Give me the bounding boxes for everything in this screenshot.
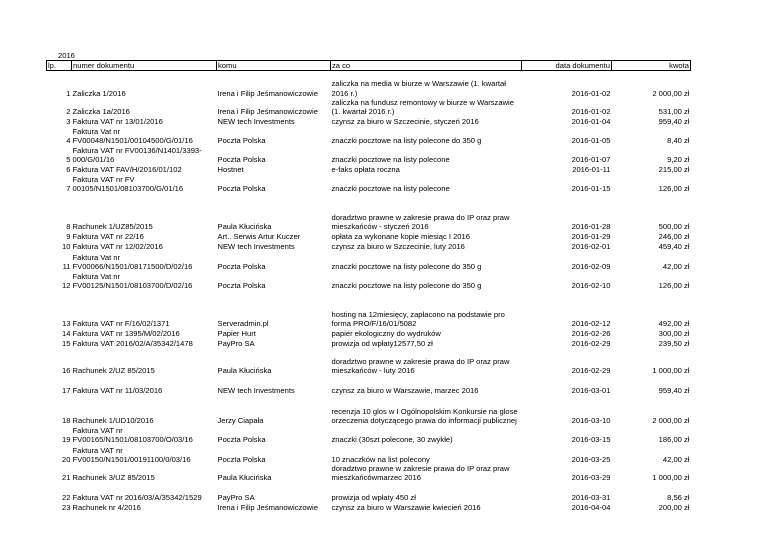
cell-data: 2016-01-11	[572, 164, 611, 174]
cell-lp: 1	[66, 88, 71, 98]
header-lp: lp.	[47, 61, 72, 71]
cell-komu: NEW tech Investments	[217, 241, 295, 251]
cell-za-co: opłata za wykonane kopie miesiąc I 2016	[331, 231, 470, 241]
cell-data: 2016-01-04	[571, 116, 611, 126]
cell-numer: Faktura VAT nr 11/03/2016	[72, 385, 163, 395]
table-row	[47, 271, 691, 290]
cell-numer: Faktura VAT 2016/02/A/35342/1478	[72, 338, 193, 348]
cell-numer: Faktura VAT nr FV 00105/N1501/08103700/G/01/16	[72, 174, 184, 193]
table-row	[47, 164, 691, 174]
cell-za-co: znaczki pocztowe na listy polecone do 350 g	[331, 261, 482, 271]
cell-komu: Hostnet	[217, 164, 244, 174]
cell-za-co: hosting na 12miesięcy, zapłacono na podstawie pro forma PRO/F/16/01/5082	[331, 309, 505, 328]
table-row	[47, 290, 691, 328]
table-row	[47, 71, 691, 98]
cell-lp: 19	[62, 434, 71, 444]
cell-komu: Art.. Serwis Artur Kuczer	[217, 231, 301, 241]
cell-za-co: czynsz za biuro w Warszawie kwiecień 2016	[331, 503, 481, 513]
cell-za-co: znaczki (30szt polecone, 30 zwykłe)	[331, 434, 453, 444]
cell-za-co: zaliczka na media w biurze w Warszawie (1. kwartał 2016 r.)	[331, 79, 506, 98]
cell-za-co: doradztwo prawne w zakresie prawa do IP oraz praw mieszkańców - styczeń 2016	[331, 212, 510, 231]
table-row	[47, 251, 691, 271]
cell-kwota: 1 000,00 zł	[652, 365, 690, 375]
cell-komu: Paula Kłucińska	[217, 473, 272, 483]
cell-lp: 8	[66, 221, 71, 231]
table-row	[47, 174, 691, 193]
cell-kwota: 215,00 zł	[658, 164, 690, 174]
expense-table	[46, 60, 691, 513]
cell-kwota: 9,20 zł	[667, 154, 690, 164]
cell-za-co: czynsz za biuro w Szczecinie, styczeń 2016	[331, 116, 479, 126]
cell-numer: Faktura VAT nr FV00150/N1501/00191100/0/03/16	[72, 445, 191, 464]
cell-numer: Rachunek 1/UD10/2016	[72, 415, 154, 425]
header-kwota: kwota	[612, 61, 691, 71]
cell-numer: Zaliczka 1a/2016	[72, 106, 130, 116]
cell-numer: Faktura VAT nr FV00136/N1401/3393-000/G/01/16	[72, 145, 202, 164]
cell-za-co: 10 znaczków na list polecony	[331, 454, 430, 464]
cell-kwota: 239,50 zł	[658, 338, 690, 348]
cell-data: 2016-01-15	[571, 183, 611, 193]
cell-komu: Irena i Filip Jeśmanowiczowie	[217, 503, 318, 513]
cell-data: 2016-04-04	[571, 503, 611, 513]
cell-data: 2016-03-10	[571, 415, 611, 425]
cell-lp: 4	[66, 135, 71, 145]
cell-numer: Faktura Vat nr FV00048/N1501/00104500/G/01/16	[72, 126, 193, 145]
cell-lp: 16	[62, 365, 71, 375]
cell-komu: Poczta Polska	[217, 135, 266, 145]
cell-kwota: 959,40 zł	[658, 116, 690, 126]
table-row	[47, 338, 691, 348]
cell-numer: Faktura VAT nr 1395/M/02/2016	[72, 328, 180, 338]
cell-komu: Poczta Polska	[217, 154, 266, 164]
cell-kwota: 959,40 zł	[658, 385, 690, 395]
cell-lp: 17	[62, 385, 71, 395]
cell-data: 2016-03-01	[571, 385, 611, 395]
cell-komu: Paula Kłucińska	[217, 365, 272, 375]
cell-komu: PayPro SA	[217, 493, 255, 503]
cell-data: 2016-01-28	[571, 221, 611, 231]
cell-kwota: 8,56 zł	[667, 493, 690, 503]
cell-data: 2016-02-26	[571, 328, 611, 338]
cell-komu: Jerzy Ciapała	[217, 415, 264, 425]
table-row	[47, 126, 691, 145]
cell-komu: PayPro SA	[217, 338, 255, 348]
table-row	[47, 375, 691, 395]
cell-data: 2016-02-29	[571, 338, 611, 348]
cell-kwota: 246,00 zł	[658, 231, 690, 241]
table-row	[47, 464, 691, 482]
cell-numer: Faktura VAT FAV/H/2016/01/102	[72, 164, 182, 174]
cell-za-co: doradztwo prawne w zakresie prawa do IP oraz praw mieszkańców - luty 2016	[331, 356, 510, 375]
cell-za-co: doradztwo prawne w zakresie prawa do IP oraz praw mieszkańcówmarzec 2016	[331, 464, 510, 483]
cell-za-co: czynsz za biuro w Szczecinie, luty 2016	[331, 241, 465, 251]
header-komu: komu	[217, 61, 331, 71]
cell-za-co: zaliczka na fundusz remontowy w biurze w Warszawie (1. kwartał 2016 r.)	[331, 97, 514, 116]
cell-data: 2016-03-29	[571, 473, 611, 483]
table-row	[47, 241, 691, 251]
cell-kwota: 42,00 zł	[662, 454, 690, 464]
header-data: data dokumentu	[522, 61, 612, 71]
cell-komu: Paula Kłucińska	[217, 221, 272, 231]
table-row	[47, 116, 691, 126]
cell-komu: Irena i Filip Jeśmanowiczowie	[217, 106, 318, 116]
cell-lp: 14	[62, 328, 71, 338]
cell-kwota: 126,00 zł	[658, 280, 690, 290]
cell-kwota: 500,00 zł	[658, 221, 690, 231]
cell-data: 2016-02-09	[571, 261, 611, 271]
cell-kwota: 1 000,00 zł	[652, 473, 690, 483]
cell-za-co: czynsz za biuro w Warszawie, marzec 2016	[331, 385, 479, 395]
cell-kwota: 126,00 zł	[658, 183, 690, 193]
cell-data: 2016-01-02	[571, 106, 611, 116]
cell-komu: Poczta Polska	[217, 183, 266, 193]
table-row	[47, 503, 691, 513]
cell-numer: Faktura VAT nr F/16/02/1371	[72, 318, 170, 328]
cell-komu: Irena i Filip Jeśmanowiczowie	[217, 88, 318, 98]
cell-kwota: 2 000,00 zł	[652, 88, 690, 98]
cell-kwota: 492,00 zł	[658, 318, 690, 328]
cell-numer: Rachunek nr 4/2016	[72, 503, 141, 513]
cell-data: 2016-01-02	[571, 88, 611, 98]
cell-za-co: e-faks opłata roczna	[331, 164, 400, 174]
table-row	[47, 328, 691, 338]
cell-za-co: recenzja 10 glos w I Ogólnopolskim Konkursie na glose orzeczenia dotyczącego prawa do informacji publicznej	[331, 406, 518, 425]
cell-numer: Faktura Vat nr FV00125/N1501/08103700/D/02/16	[72, 271, 193, 290]
cell-lp: 15	[62, 338, 71, 348]
cell-za-co: znaczki pocztowe na listy polecone do 350 g	[331, 135, 482, 145]
cell-numer: Faktura VAT nr 22/16	[72, 231, 144, 241]
cell-lp: 18	[62, 415, 71, 425]
cell-lp: 7	[66, 183, 71, 193]
cell-data: 2016-02-01	[571, 241, 611, 251]
cell-komu: Poczta Polska	[217, 454, 266, 464]
cell-data: 2016-01-07	[571, 154, 611, 164]
cell-kwota: 2 000,00 zł	[652, 415, 690, 425]
cell-komu: NEW tech Investments	[217, 385, 295, 395]
header-row	[47, 61, 691, 71]
table-row	[47, 348, 691, 375]
cell-numer: Faktura VAT nr 2016/03/A/35342/1529	[72, 493, 202, 503]
cell-numer: Zaliczka 1/2016	[72, 88, 126, 98]
cell-komu: Poczta Polska	[217, 261, 266, 271]
cell-kwota: 531,00 zł	[658, 106, 690, 116]
cell-lp: 11	[62, 261, 71, 271]
cell-komu: Papier Hurt	[217, 328, 256, 338]
cell-data: 2016-03-25	[571, 454, 611, 464]
cell-data: 2016-03-15	[571, 434, 611, 444]
table-row	[47, 193, 691, 231]
cell-kwota: 42,00 zł	[662, 261, 690, 271]
cell-data: 2016-02-10	[571, 280, 611, 290]
cell-kwota: 186,00 zł	[658, 434, 690, 444]
table-row	[47, 395, 691, 425]
cell-lp: 10	[62, 241, 71, 251]
cell-lp: 5	[66, 154, 71, 164]
cell-za-co: prowizja od wpłaty 450 zł	[331, 493, 416, 503]
cell-numer: Rachunek 3/UZ 85/2015	[72, 473, 155, 483]
cell-kwota: 8,40 zł	[667, 135, 690, 145]
table-row	[47, 231, 691, 241]
cell-data: 2016-02-12	[571, 318, 611, 328]
cell-data: 2016-02-29	[571, 365, 611, 375]
cell-kwota: 300,00 zł	[658, 328, 690, 338]
cell-lp: 20	[62, 454, 71, 464]
cell-za-co: papier ekologiczny do wydruków	[331, 328, 441, 338]
cell-numer: Rachunek 2/UZ 85/2015	[72, 365, 155, 375]
cell-lp: 21	[62, 473, 71, 483]
cell-za-co: znaczki pocztowe na listy polecone	[331, 154, 450, 164]
cell-lp: 12	[62, 280, 71, 290]
table-row	[47, 444, 691, 464]
cell-lp: 6	[66, 164, 71, 174]
cell-lp: 9	[66, 231, 71, 241]
table-row	[47, 145, 691, 164]
cell-komu: Serveradmin.pl	[217, 318, 269, 328]
cell-numer: Faktura VAT nr FV00165/N1501/08103700/O/03/16	[72, 425, 193, 444]
cell-kwota: 459,40 zł	[658, 241, 690, 251]
cell-lp: 23	[62, 503, 71, 513]
cell-za-co: znaczki pocztowe na listy polecone do 350 g	[331, 280, 482, 290]
cell-za-co: prowizja od wpłaty12577,50 zł	[331, 338, 433, 348]
table-row	[47, 483, 691, 503]
cell-lp: 2	[66, 106, 71, 116]
cell-numer: Faktura Vat nr FV00066/N1501/08171500/D/02/16	[72, 252, 193, 271]
table-row	[47, 425, 691, 444]
cell-data: 2016-01-29	[571, 231, 611, 241]
cell-data: 2016-01-05	[571, 135, 611, 145]
cell-numer: Rachunek 1/UZ85/2015	[72, 221, 153, 231]
cell-data: 2016-03-31	[571, 493, 611, 503]
header-za-co: za co	[331, 61, 522, 71]
cell-kwota: 200,00 zł	[658, 503, 690, 513]
cell-komu: Poczta Polska	[217, 280, 266, 290]
table-row	[47, 98, 691, 116]
header-numer: numer dokumentu	[72, 61, 217, 71]
cell-numer: Faktura VAT nr 13/01/2016	[72, 116, 163, 126]
cell-komu: NEW tech Investments	[217, 116, 295, 126]
cell-lp: 13	[62, 318, 71, 328]
cell-komu: Poczta Polska	[217, 434, 266, 444]
cell-lp: 22	[62, 493, 71, 503]
year-label: 2016	[58, 51, 75, 60]
cell-lp: 3	[66, 116, 71, 126]
cell-za-co: znaczki pocztowe na listy polecone	[331, 183, 450, 193]
cell-numer: Faktura VAT nr 12/02/2016	[72, 241, 163, 251]
